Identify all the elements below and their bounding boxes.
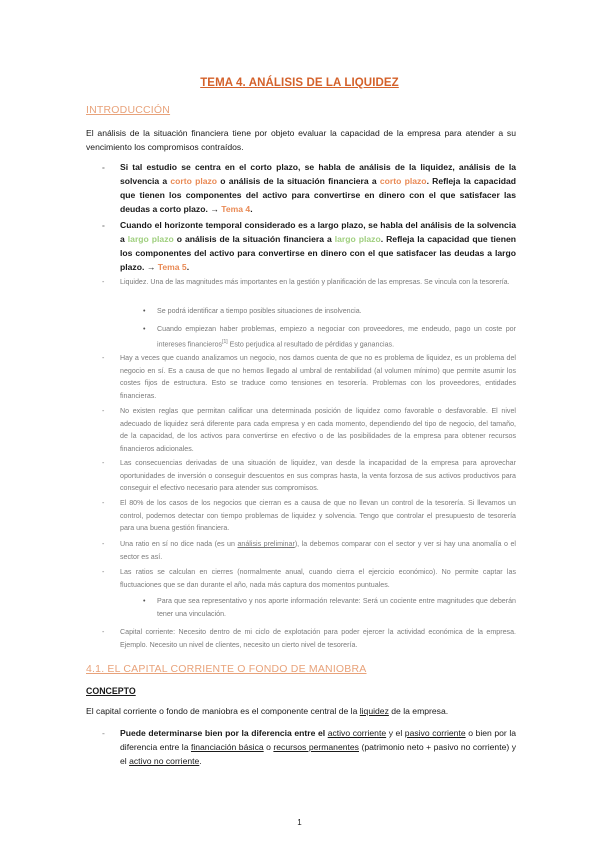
- highlight-long-term: largo plazo: [334, 234, 381, 244]
- list-item-capital-corriente: - Capital corriente: Necesito dentro de mi ciclo de explotación para poder ejercer la actividad económica de la empresa. Ejemplo. Necesito un nivel de clientes, necesito un cierto nivel de tesorería.: [102, 628, 516, 649]
- dash-bullet: -: [102, 162, 105, 172]
- page-number: 1: [297, 818, 302, 827]
- footnote-marker: [1]: [222, 338, 228, 345]
- list-item-business-problem: - Hay a veces que cuando analizamos un negocio, nos damos cuenta de que no es problema de liquidez, es un problema del negocio en sí. Es a causa de que no hemos llegado al umbral de rentabilidad (al volumen mínimo) que permite asumir los costes fijos de estructura. Esto se traduce como tensiones en tesorería. Problemas con los proveedores, entidades financieras.: [102, 354, 516, 400]
- dash-bullet: -: [102, 354, 105, 362]
- concept-paragraph: El capital corriente o fondo de maniobra es el componente central de la liquidez de la empresa.: [86, 706, 449, 716]
- bullet-problems: • Cuando empiezan haber problemas, empiezo a negociar con proveedores, me endeudo, pago un coste por intereses financieros[1] Esto perjudica al resultado de pérdidas y ganancias.: [143, 325, 516, 348]
- dash-bullet: -: [102, 459, 105, 467]
- highlight-long-term: largo plazo: [127, 234, 174, 244]
- reference-tema-5: Tema 5: [157, 262, 187, 272]
- list-item-treasury-control: - El 80% de los casos de los negocios que cierran es a causa de que no llevan un control de la tesorería. Si llevamos un control, podemos detectar con tiempo problemas de liquidez y solvencia. Tengo que controlar el presupuesto de tesorería para una buena gestión financiera.: [102, 499, 516, 532]
- section-heading-introduction: INTRODUCCIÓN: [86, 104, 171, 116]
- list-item-determination: - Puede determinarse bien por la diferencia entre el activo corriente y el pasivo corriente o bien por la diferencia entre la financiación básica o recursos permanentes (patrimonio neto + pasivo no corriente) y el activo no corriente.: [102, 728, 517, 766]
- bullet-dot: •: [143, 325, 146, 333]
- underlined-term: activo no corriente: [129, 756, 200, 766]
- underlined-term: financiación básica: [190, 742, 264, 752]
- dash-bullet: -: [102, 278, 105, 286]
- list-item-liquidez: - Liquidez. Una de las magnitudes más importantes en la gestión y planificación de las empresas. Se vincula con la tesorería.: [120, 276, 516, 289]
- intro-paragraph: El análisis de la situación financiera tiene por objeto evaluar la capacidad de la empresa para atender a su vencimiento los compromisos contraídos.: [86, 128, 516, 152]
- list-item-no-rules: - No existen reglas que permitan calificar una determinada posición de liquidez como favorable o desfavorable. El nivel adecuado de liquidez será diferente para cada empresa y en cada momento, dependiendo del tipo de negocio, del tamaño, de la capacidad, de los activos para convertirse en efectivo o de las posibilidades de la empresa para obtener recursos financieros adicionales.: [102, 407, 516, 453]
- bullet-representative: • Para que sea representativo y nos aporte información relevante: Será un cociente entre magnitudes que deberán tener una vinculación.: [143, 597, 516, 618]
- section-heading-4-1: 4.1. EL CAPITAL CORRIENTE O FONDO DE MANIOBRA: [86, 663, 367, 675]
- dash-bullet: -: [102, 499, 105, 507]
- bullet-insolvency: • Se podrá identificar a tiempo posibles situaciones de insolvencia.: [157, 305, 516, 318]
- dash-bullet: -: [102, 628, 105, 636]
- bullet-dot: •: [143, 307, 146, 315]
- highlight-short-term: corto plazo: [170, 176, 218, 186]
- list-item-short-term: - Si tal estudio se centra en el corto plazo, se habla de análisis de la liquidez, análisis de la solvencia a corto plazo o análisis de la situación financiera a corto plazo. Refleja la capacidad que tienen los componentes del activo para convertirse en dinero con el que satisfacer las deudas a corto plazo. → Tema 4.: [102, 162, 516, 214]
- underlined-term: pasivo corriente: [404, 728, 466, 738]
- list-item-closings: - Las ratios se calculan en cierres (normalmente anual, cuando cierra el ejercicio económico). No permite captar las fluctuaciones que se dan durante el año, nada más captura dos momentos puntuales.: [102, 568, 516, 589]
- list-item-long-term: - Cuando el horizonte temporal considerado es a largo plazo, se habla del análisis de la solvencia a largo plazo o análisis de la situación financiera a largo plazo. Refleja la capacidad que tienen los componentes del activo para convertirse en dinero con el que satisfacer las deudas a largo plazo. → Tema 5.: [102, 220, 516, 272]
- subheading-concepto: CONCEPTO: [86, 686, 136, 696]
- dash-bullet: -: [102, 220, 105, 230]
- underlined-term: liquidez: [359, 706, 389, 716]
- dash-bullet: -: [102, 728, 105, 738]
- underlined-term: análisis preliminar: [237, 540, 295, 548]
- underlined-term: activo corriente: [327, 728, 387, 738]
- underlined-term: recursos permanentes: [273, 742, 359, 752]
- dash-bullet: -: [102, 568, 105, 576]
- reference-tema-4: Tema 4: [221, 204, 251, 214]
- dash-bullet: -: [102, 540, 105, 548]
- dash-bullet: -: [102, 407, 105, 415]
- page-title: TEMA 4. ANÁLISIS DE LA LIQUIDEZ: [200, 77, 399, 89]
- list-item-consequences: - Las consecuencias derivadas de una situación de liquidez, van desde la incapacidad de la empresa para aprovechar oportunidades de inversión o conseguir descuentos en sus compras hasta, la venta forzosa de sus activos productivos para conseguir el efectivo necesario para atender sus compromisos.: [102, 459, 516, 492]
- bullet-dot: •: [143, 597, 146, 605]
- highlight-short-term: corto plazo: [379, 176, 427, 186]
- list-item-ratio: - Una ratio en sí no dice nada (es un análisis preliminar), la debemos comparar con el sector y ver si hay una anomalía o el sector es así.: [102, 540, 517, 561]
